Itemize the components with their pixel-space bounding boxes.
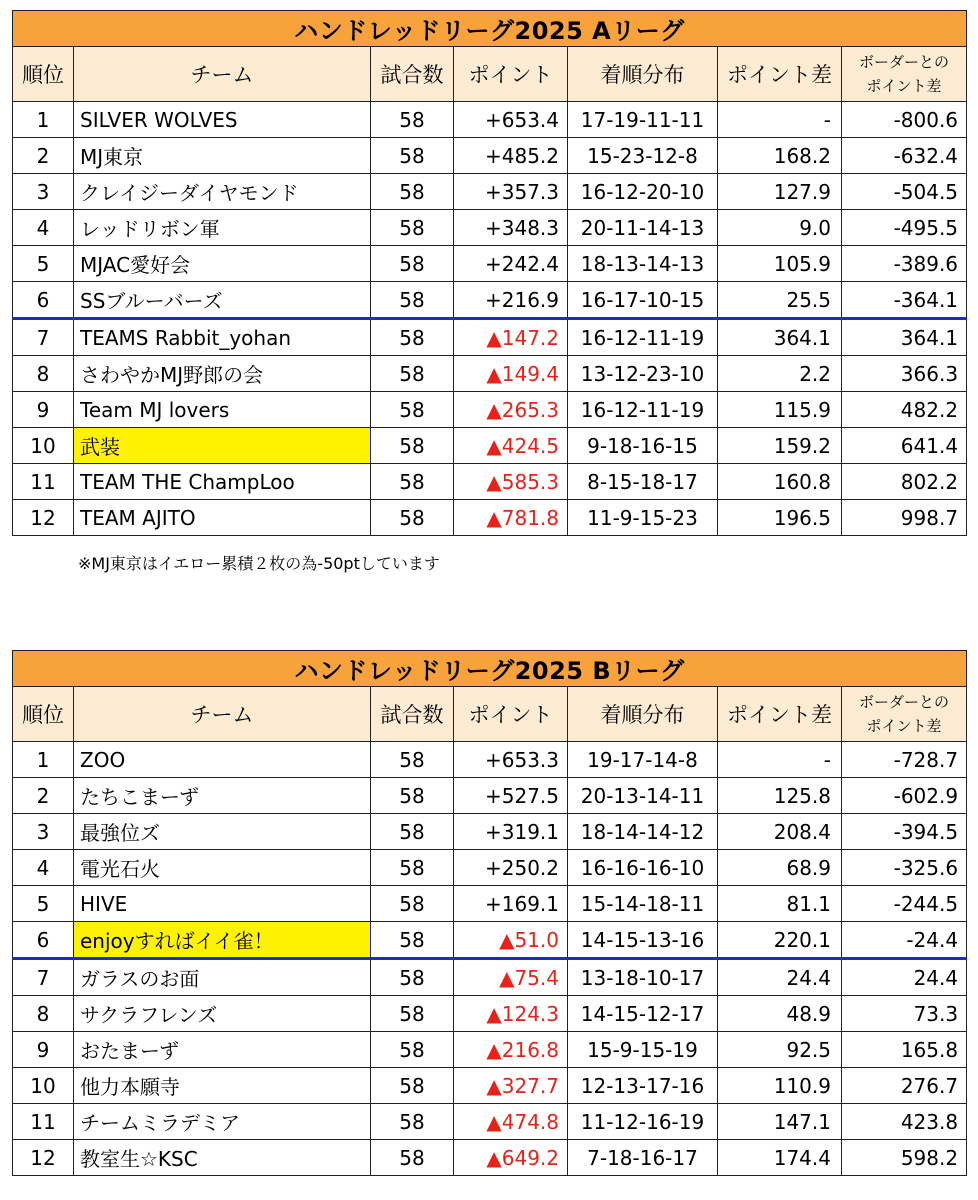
team-cell: さわやかMJ野郎の会 xyxy=(74,356,371,392)
team-cell: 教室生☆KSC xyxy=(74,1140,371,1176)
border-diff-cell: 276.7 xyxy=(842,1068,967,1104)
table-row xyxy=(13,356,967,392)
footnote: ※MJ東京はイエロー累積２枚の為-50ptしています xyxy=(78,554,440,573)
games-cell: 58 xyxy=(371,392,454,428)
table-row xyxy=(13,1032,967,1068)
team-cell: ガラスのお面 xyxy=(74,959,371,996)
points-cell: ▲124.3 xyxy=(454,996,568,1032)
team-cell: Team MJ lovers xyxy=(74,392,371,428)
distribution-cell: 20-11-14-13 xyxy=(568,210,718,246)
point-diff-cell: 220.1 xyxy=(718,922,842,959)
border-diff-cell: 598.2 xyxy=(842,1140,967,1176)
border-diff-cell: -244.5 xyxy=(842,886,967,922)
border-diff-cell: -394.5 xyxy=(842,814,967,850)
table-row xyxy=(13,742,967,778)
border-diff-cell: -602.9 xyxy=(842,778,967,814)
points-cell: +653.4 xyxy=(454,102,568,138)
team-cell: enjoyすればイイ雀！ xyxy=(74,922,371,959)
distribution-cell: 12-13-17-16 xyxy=(568,1068,718,1104)
header-border-diff: ボーダーとの ポイント差 xyxy=(842,47,967,102)
point-diff-cell: 92.5 xyxy=(718,1032,842,1068)
points-cell: +348.3 xyxy=(454,210,568,246)
rank-cell: 12 xyxy=(13,1140,74,1176)
games-cell: 58 xyxy=(371,428,454,464)
points-cell: +242.4 xyxy=(454,246,568,282)
point-diff-cell: 81.1 xyxy=(718,886,842,922)
team-cell: 電光石火 xyxy=(74,850,371,886)
table-row xyxy=(13,282,967,319)
point-diff-cell: 2.2 xyxy=(718,356,842,392)
distribution-cell: 9-18-16-15 xyxy=(568,428,718,464)
points-cell: ▲147.2 xyxy=(454,319,568,356)
rank-cell: 6 xyxy=(13,282,74,319)
header-border-diff: ボーダーとの ポイント差 xyxy=(842,687,967,742)
games-cell: 58 xyxy=(371,1104,454,1140)
table-row xyxy=(13,428,967,464)
rank-cell: 4 xyxy=(13,850,74,886)
team-cell: SILVER WOLVES xyxy=(74,102,371,138)
rank-cell: 7 xyxy=(13,319,74,356)
team-cell: MJ東京 xyxy=(74,138,371,174)
point-diff-cell: 9.0 xyxy=(718,210,842,246)
games-cell: 58 xyxy=(371,500,454,536)
header-points: ポイント xyxy=(454,687,568,742)
rank-cell: 11 xyxy=(13,1104,74,1140)
rank-cell: 5 xyxy=(13,246,74,282)
distribution-cell: 15-23-12-8 xyxy=(568,138,718,174)
games-cell: 58 xyxy=(371,246,454,282)
border-diff-cell: -389.6 xyxy=(842,246,967,282)
league-b-body xyxy=(13,742,967,1176)
team-cell: サクラフレンズ xyxy=(74,996,371,1032)
border-diff-cell: 73.3 xyxy=(842,996,967,1032)
point-diff-cell: 159.2 xyxy=(718,428,842,464)
team-cell: ZOO xyxy=(74,742,371,778)
team-cell: レッドリボン軍 xyxy=(74,210,371,246)
rank-cell: 4 xyxy=(13,210,74,246)
point-diff-cell: 147.1 xyxy=(718,1104,842,1140)
team-cell: たちこまーず xyxy=(74,778,371,814)
border-diff-cell: 165.8 xyxy=(842,1032,967,1068)
games-cell: 58 xyxy=(371,922,454,959)
border-diff-cell: -364.1 xyxy=(842,282,967,319)
distribution-cell: 8-15-18-17 xyxy=(568,464,718,500)
points-cell: ▲51.0 xyxy=(454,922,568,959)
team-cell: 最強位ズ xyxy=(74,814,371,850)
games-cell: 58 xyxy=(371,778,454,814)
games-cell: 58 xyxy=(371,886,454,922)
table-row xyxy=(13,246,967,282)
distribution-cell: 17-19-11-11 xyxy=(568,102,718,138)
rank-cell: 8 xyxy=(13,356,74,392)
point-diff-cell: 364.1 xyxy=(718,319,842,356)
table-row xyxy=(13,138,967,174)
table-row xyxy=(13,210,967,246)
league-a-header xyxy=(13,47,967,102)
games-cell: 58 xyxy=(371,356,454,392)
border-diff-cell: -504.5 xyxy=(842,174,967,210)
header-team: チーム xyxy=(74,47,371,102)
points-cell: ▲424.5 xyxy=(454,428,568,464)
border-diff-cell: 482.2 xyxy=(842,392,967,428)
points-cell: ▲327.7 xyxy=(454,1068,568,1104)
table-row xyxy=(13,500,967,536)
league-b-standings xyxy=(12,650,966,1176)
rank-cell: 10 xyxy=(13,1068,74,1104)
distribution-cell: 16-16-16-10 xyxy=(568,850,718,886)
table-row xyxy=(13,996,967,1032)
games-cell: 58 xyxy=(371,319,454,356)
points-cell: ▲474.8 xyxy=(454,1104,568,1140)
point-diff-cell: 68.9 xyxy=(718,850,842,886)
table-row xyxy=(13,392,967,428)
rank-cell: 7 xyxy=(13,959,74,996)
point-diff-cell: 25.5 xyxy=(718,282,842,319)
team-cell: TEAM THE ChampLoo xyxy=(74,464,371,500)
team-cell: おたまーず xyxy=(74,1032,371,1068)
border-diff-cell: 364.1 xyxy=(842,319,967,356)
header-distribution: 着順分布 xyxy=(568,687,718,742)
games-cell: 58 xyxy=(371,102,454,138)
points-cell: ▲649.2 xyxy=(454,1140,568,1176)
points-cell: +216.9 xyxy=(454,282,568,319)
distribution-cell: 7-18-16-17 xyxy=(568,1140,718,1176)
table-row xyxy=(13,102,967,138)
points-cell: ▲149.4 xyxy=(454,356,568,392)
points-cell: +653.3 xyxy=(454,742,568,778)
distribution-cell: 16-17-10-15 xyxy=(568,282,718,319)
team-cell: チームミラデミア xyxy=(74,1104,371,1140)
point-diff-cell: 160.8 xyxy=(718,464,842,500)
points-cell: ▲216.8 xyxy=(454,1032,568,1068)
rank-cell: 1 xyxy=(13,742,74,778)
rank-cell: 6 xyxy=(13,922,74,959)
table-row xyxy=(13,174,967,210)
header-point-diff: ポイント差 xyxy=(718,687,842,742)
header-games: 試合数 xyxy=(371,687,454,742)
border-diff-cell: -800.6 xyxy=(842,102,967,138)
league-a-table xyxy=(12,10,967,536)
distribution-cell: 11-9-15-23 xyxy=(568,500,718,536)
header-team: チーム xyxy=(74,687,371,742)
rank-cell: 5 xyxy=(13,886,74,922)
league-b-table xyxy=(12,650,967,1176)
team-cell: SSブルーバーズ xyxy=(74,282,371,319)
distribution-cell: 19-17-14-8 xyxy=(568,742,718,778)
games-cell: 58 xyxy=(371,959,454,996)
point-diff-cell: - xyxy=(718,102,842,138)
border-diff-cell: 366.3 xyxy=(842,356,967,392)
league-b-title: ハンドレッドリーグ2025 Bリーグ xyxy=(13,651,967,687)
games-cell: 58 xyxy=(371,210,454,246)
distribution-cell: 14-15-12-17 xyxy=(568,996,718,1032)
games-cell: 58 xyxy=(371,138,454,174)
points-cell: +319.1 xyxy=(454,814,568,850)
header-games: 試合数 xyxy=(371,47,454,102)
table-row xyxy=(13,814,967,850)
distribution-cell: 13-12-23-10 xyxy=(568,356,718,392)
distribution-cell: 15-9-15-19 xyxy=(568,1032,718,1068)
border-diff-cell: -24.4 xyxy=(842,922,967,959)
table-row xyxy=(13,1068,967,1104)
team-cell: 他力本願寺 xyxy=(74,1068,371,1104)
points-cell: ▲265.3 xyxy=(454,392,568,428)
header-distribution: 着順分布 xyxy=(568,47,718,102)
table-row xyxy=(13,1140,967,1176)
border-diff-cell: -728.7 xyxy=(842,742,967,778)
team-cell: クレイジーダイヤモンド xyxy=(74,174,371,210)
point-diff-cell: - xyxy=(718,742,842,778)
border-diff-cell: 802.2 xyxy=(842,464,967,500)
league-a-body xyxy=(13,102,967,536)
distribution-cell: 16-12-11-19 xyxy=(568,319,718,356)
border-diff-cell: 24.4 xyxy=(842,959,967,996)
distribution-cell: 16-12-11-19 xyxy=(568,392,718,428)
points-cell: ▲781.8 xyxy=(454,500,568,536)
games-cell: 58 xyxy=(371,742,454,778)
points-cell: +527.5 xyxy=(454,778,568,814)
points-cell: ▲585.3 xyxy=(454,464,568,500)
point-diff-cell: 24.4 xyxy=(718,959,842,996)
border-diff-cell: -325.6 xyxy=(842,850,967,886)
rank-cell: 12 xyxy=(13,500,74,536)
distribution-cell: 16-12-20-10 xyxy=(568,174,718,210)
games-cell: 58 xyxy=(371,174,454,210)
games-cell: 58 xyxy=(371,464,454,500)
games-cell: 58 xyxy=(371,996,454,1032)
point-diff-cell: 196.5 xyxy=(718,500,842,536)
border-diff-cell: -495.5 xyxy=(842,210,967,246)
table-row xyxy=(13,886,967,922)
distribution-cell: 14-15-13-16 xyxy=(568,922,718,959)
distribution-cell: 15-14-18-11 xyxy=(568,886,718,922)
distribution-cell: 18-14-14-12 xyxy=(568,814,718,850)
header-rank: 順位 xyxy=(13,687,74,742)
point-diff-cell: 115.9 xyxy=(718,392,842,428)
point-diff-cell: 127.9 xyxy=(718,174,842,210)
team-cell: MJAC愛好会 xyxy=(74,246,371,282)
table-row xyxy=(13,959,967,996)
team-cell: HIVE xyxy=(74,886,371,922)
distribution-cell: 20-13-14-11 xyxy=(568,778,718,814)
rank-cell: 2 xyxy=(13,138,74,174)
header-rank: 順位 xyxy=(13,47,74,102)
header-points: ポイント xyxy=(454,47,568,102)
team-cell: TEAM AJITO xyxy=(74,500,371,536)
games-cell: 58 xyxy=(371,850,454,886)
table-row xyxy=(13,922,967,959)
border-diff-cell: 641.4 xyxy=(842,428,967,464)
rank-cell: 9 xyxy=(13,1032,74,1068)
point-diff-cell: 48.9 xyxy=(718,996,842,1032)
rank-cell: 2 xyxy=(13,778,74,814)
table-row xyxy=(13,464,967,500)
table-row xyxy=(13,319,967,356)
points-cell: +169.1 xyxy=(454,886,568,922)
games-cell: 58 xyxy=(371,282,454,319)
rank-cell: 1 xyxy=(13,102,74,138)
rank-cell: 9 xyxy=(13,392,74,428)
distribution-cell: 13-18-10-17 xyxy=(568,959,718,996)
rank-cell: 10 xyxy=(13,428,74,464)
distribution-cell: 11-12-16-19 xyxy=(568,1104,718,1140)
table-row xyxy=(13,850,967,886)
point-diff-cell: 105.9 xyxy=(718,246,842,282)
points-cell: +485.2 xyxy=(454,138,568,174)
games-cell: 58 xyxy=(371,814,454,850)
border-diff-cell: 423.8 xyxy=(842,1104,967,1140)
team-cell: TEAMS Rabbit_yohan xyxy=(74,319,371,356)
points-cell: ▲75.4 xyxy=(454,959,568,996)
border-diff-cell: -632.4 xyxy=(842,138,967,174)
distribution-cell: 18-13-14-13 xyxy=(568,246,718,282)
header-point-diff: ポイント差 xyxy=(718,47,842,102)
border-diff-cell: 998.7 xyxy=(842,500,967,536)
rank-cell: 11 xyxy=(13,464,74,500)
league-a-standings xyxy=(12,10,966,536)
league-a-title: ハンドレッドリーグ2025 Aリーグ xyxy=(13,11,967,47)
rank-cell: 3 xyxy=(13,174,74,210)
point-diff-cell: 110.9 xyxy=(718,1068,842,1104)
team-cell: 武装 xyxy=(74,428,371,464)
points-cell: +357.3 xyxy=(454,174,568,210)
rank-cell: 8 xyxy=(13,996,74,1032)
table-row xyxy=(13,778,967,814)
point-diff-cell: 168.2 xyxy=(718,138,842,174)
games-cell: 58 xyxy=(371,1032,454,1068)
league-b-header xyxy=(13,687,967,742)
point-diff-cell: 208.4 xyxy=(718,814,842,850)
rank-cell: 3 xyxy=(13,814,74,850)
games-cell: 58 xyxy=(371,1140,454,1176)
points-cell: +250.2 xyxy=(454,850,568,886)
point-diff-cell: 174.4 xyxy=(718,1140,842,1176)
point-diff-cell: 125.8 xyxy=(718,778,842,814)
table-row xyxy=(13,1104,967,1140)
games-cell: 58 xyxy=(371,1068,454,1104)
